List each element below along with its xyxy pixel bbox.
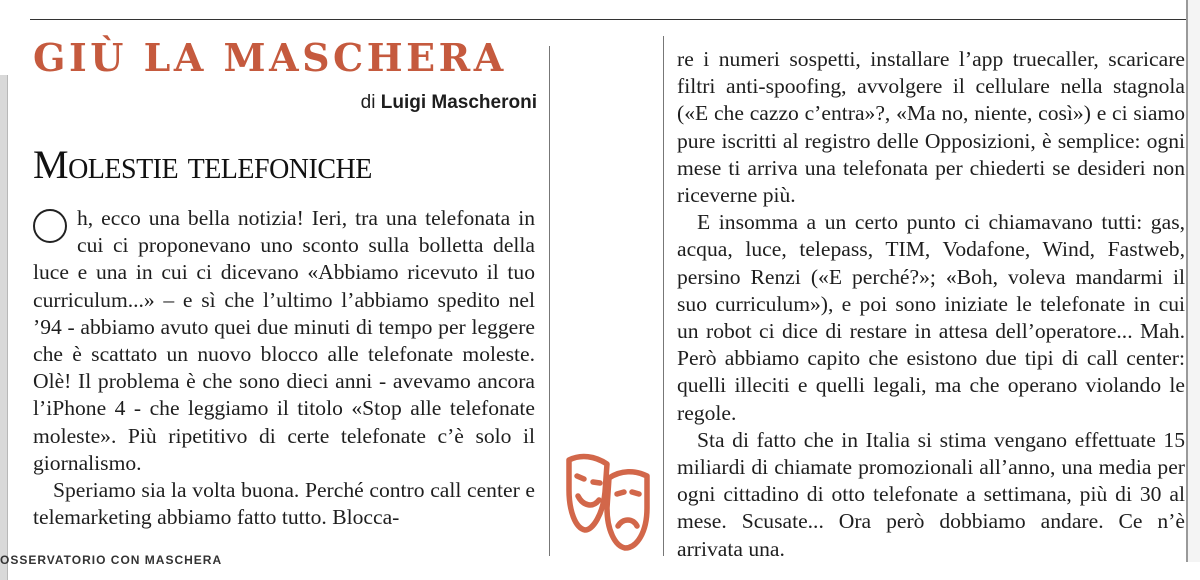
page-edge-right [1186, 0, 1200, 562]
byline-prefix: di [360, 92, 376, 113]
page-footer: OSSERVATORIO CON MASCHERA [0, 554, 223, 566]
article-column-left [33, 205, 535, 531]
column-divider [663, 36, 664, 556]
article-paragraph: Sta di fatto che in Italia si stima vengano effettuate 15 miliardi di chiamate promozionali all’anno, una media per ogni cittadino di otto telefonate a settimana, più di 30 al mese. Scusate... Ora però dobbiamo andare. Ce n’è arrivata una. [677, 427, 1185, 561]
dropcap-letter-o [33, 209, 67, 243]
byline [361, 91, 537, 115]
paragraph-text: h, ecco una bella notizia! Ieri, tra una telefonata in cui ci proponevano uno sconto sulla bolletta della luce e una in cui ci dicevano «Abbiamo ricevuto il tuo curriculum...» – e sì che l’ultimo l’abbiamo spedito nel ’94 - abbiamo avuto quei due minuti di tempo per leggere che è scattato un nuovo blocco alle telefonate moleste. Olè! Il problema è che sono dieci anni - avevamo ancora l’iPhone 4 - che leggiamo il titolo «Stop alle telefonate moleste». Più ripetitivo di certe telefonate c’è solo il giornalismo. [33, 206, 535, 475]
column-divider [549, 46, 550, 556]
top-rule [30, 19, 1186, 20]
article-paragraph: Speriamo sia la volta buona. Perché contro call center e telemarketing abbiamo fatto tutto. Blocca- [33, 478, 535, 530]
author-name: Luigi Mascheroni [380, 92, 537, 113]
column-rubric: GIÙ LA MASCHERA [33, 35, 507, 80]
theater-masks-icon [563, 448, 651, 552]
article-headline: Molestie telefoniche [33, 142, 372, 187]
article-paragraph [33, 205, 535, 477]
article-paragraph: re i numeri sospetti, installare l’app truecaller, scaricare filtri anti-spoofing, avvolgere il cellulare nella stagnola («E che cazzo c’entra»?, «Ma no, niente, così») e ci siamo pure iscritti al registro delle Opposizioni, è semplice: ogni mese ti arriva una telefonata per chiederti se desideri non riceverne più. [677, 47, 1185, 208]
page-edge-left [0, 75, 8, 580]
article-paragraph: E insomma a un certo punto ci chiamavano tutti: gas, acqua, luce, telepass, TIM, Vodafone, Wind, Fastweb, persino Renzi («E perché?»; «Boh, voleva mandarmi il suo curriculum»), e poi sono iniziate le telefonate in cui un robot ci dice di restare in attesa dell’operatore... Mah. Però abbiamo capito che esistono due tipi di call center: quelli illeciti e quelli legali, ma che operano violando le regole. [677, 210, 1185, 425]
article-column-right [677, 46, 1185, 563]
